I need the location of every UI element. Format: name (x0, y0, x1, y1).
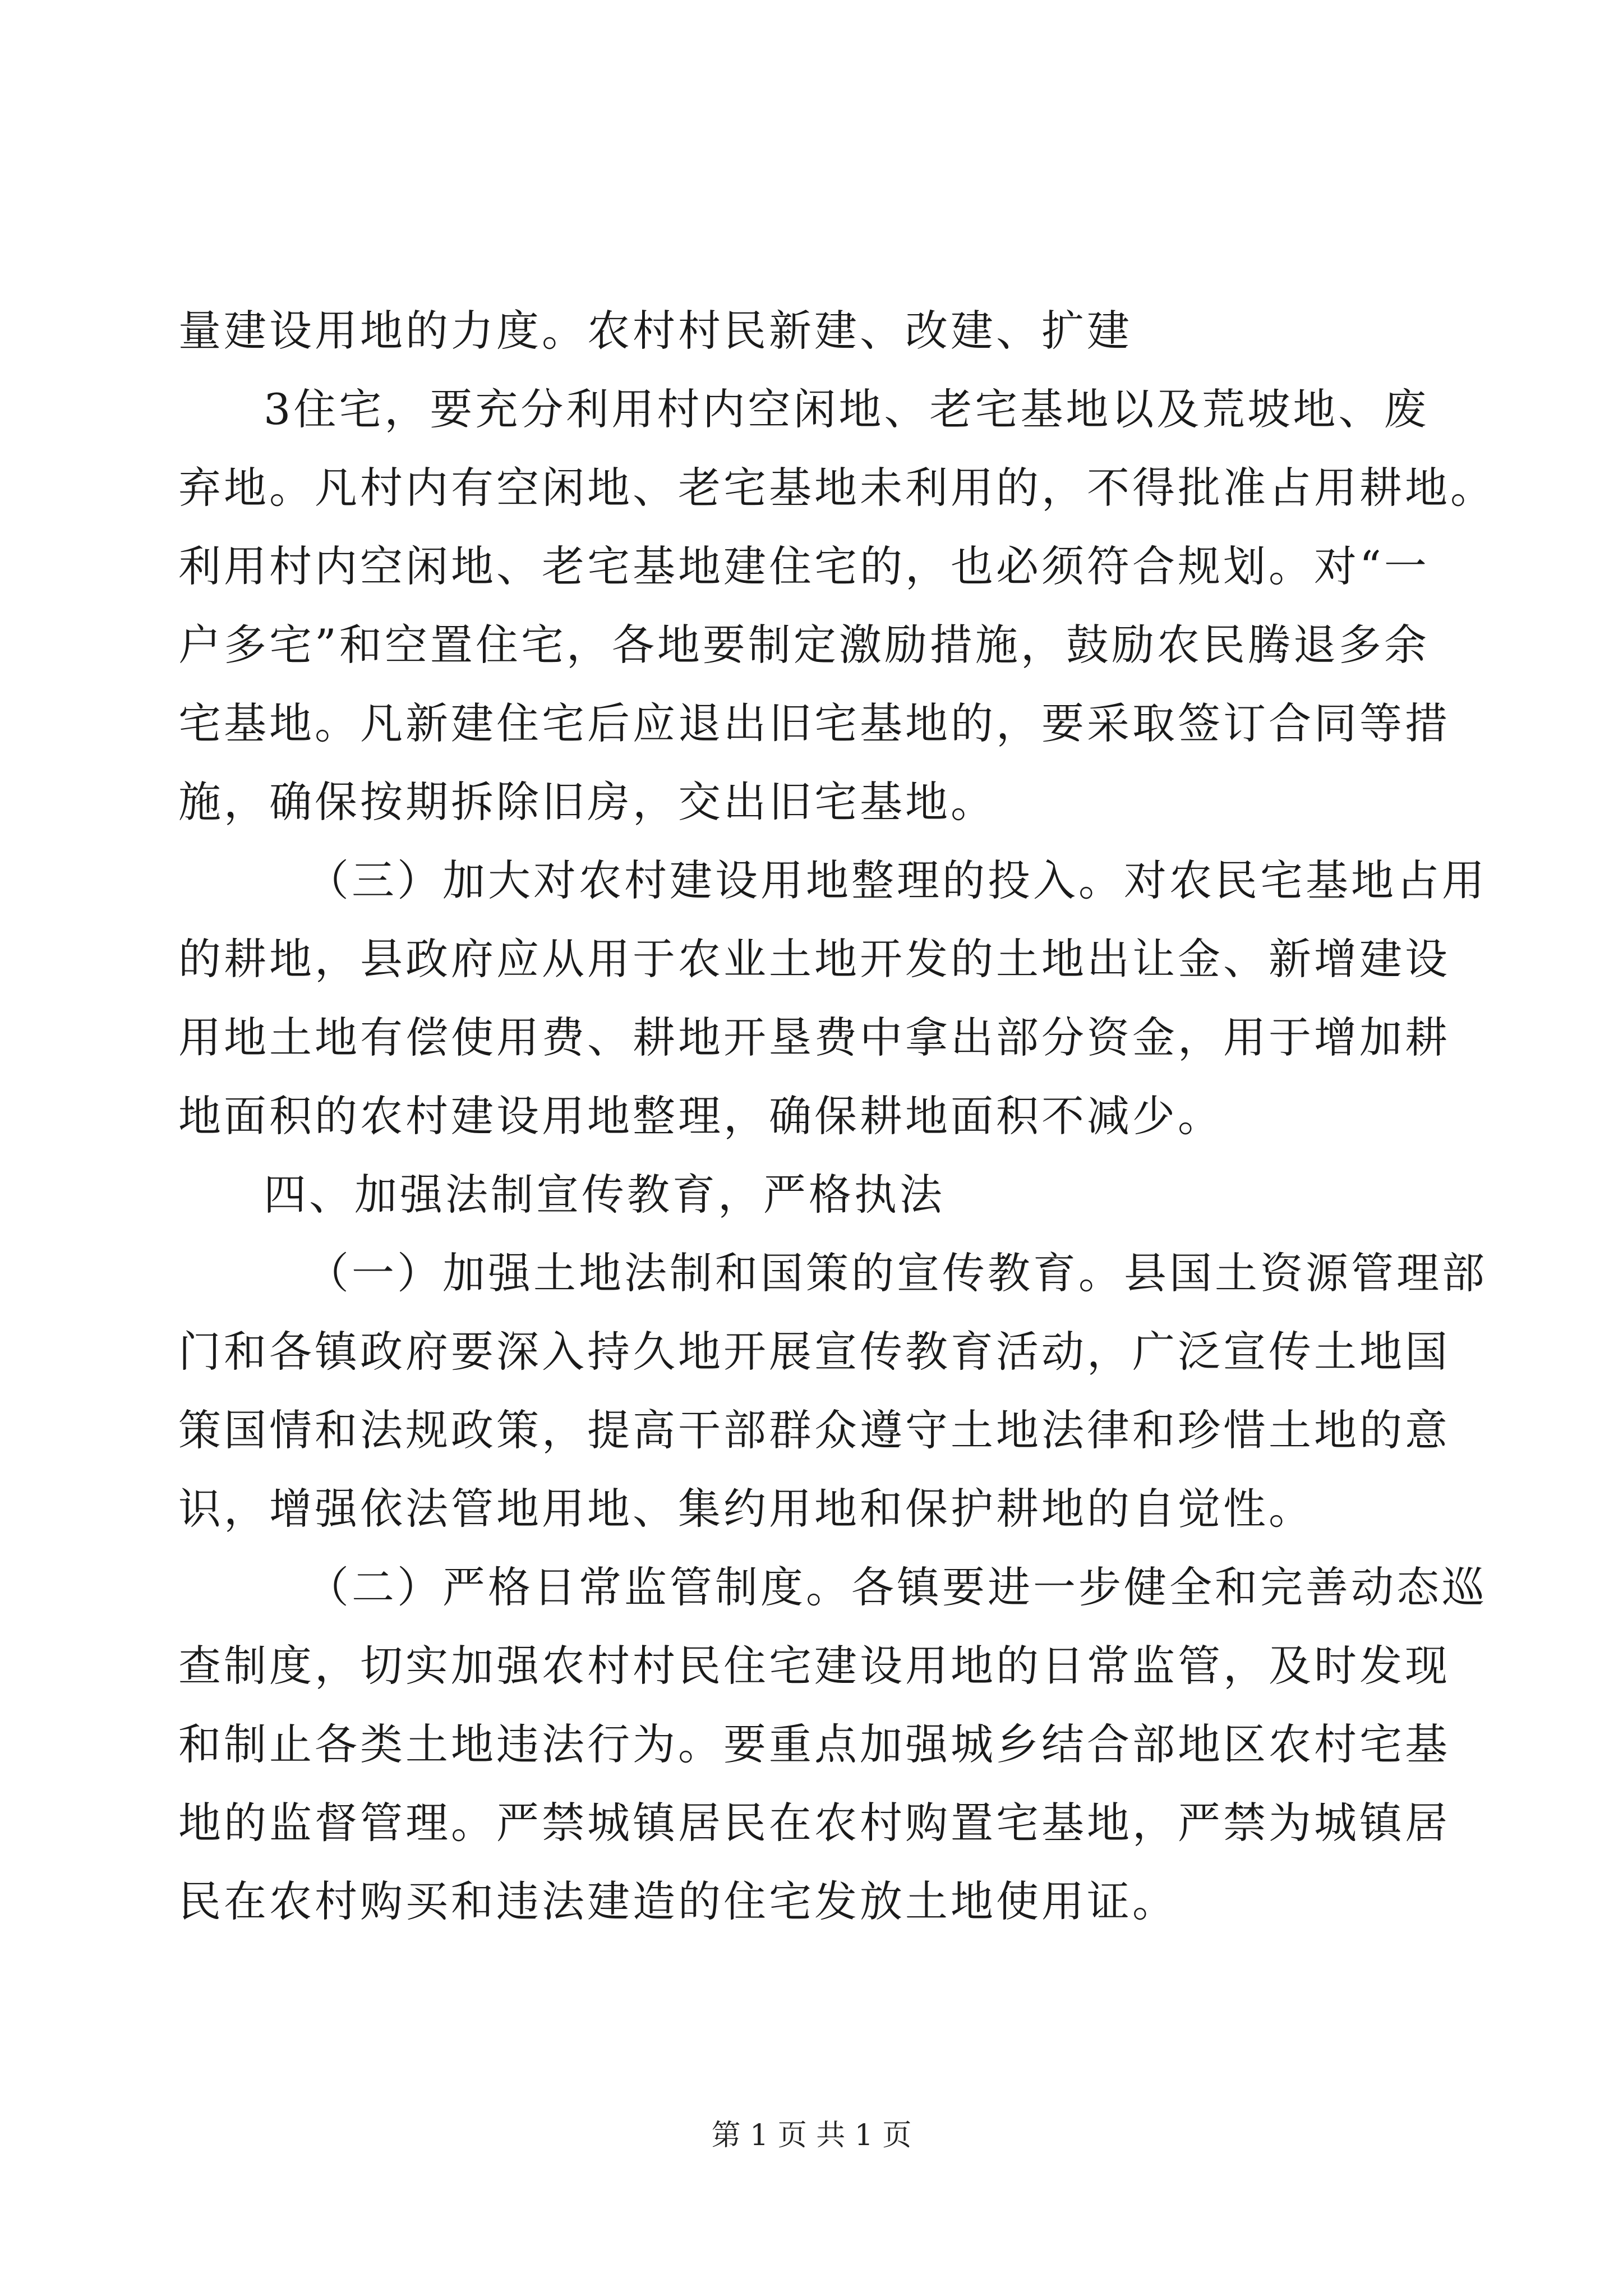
body-line: 地面积的农村建设用地整理，确保耕地面积不减少。 (178, 1091, 1223, 1141)
document-body (178, 292, 1496, 1941)
page-number-footer: 第 1 页 共 1 页 (711, 2119, 912, 2152)
body-line: 户多宅”和空置住宅，各地要制定激励措施，鼓励农民腾退多余 (178, 620, 1430, 670)
body-line: 弃地。凡村内有空闲地、老宅基地未利用的，不得批准占用耕地。 (178, 463, 1496, 513)
body-line: 地的监督管理。严禁城镇居民在农村购置宅基地，严禁为城镇居 (178, 1798, 1450, 1848)
paragraph-line: （一）加强土地法制和国策的宣传教育。县国土资源管理部 (306, 1248, 1487, 1298)
paragraph-line: 3住宅，要充分利用村内空闲地、老宅基地以及荒坡地、废 (264, 384, 1430, 434)
body-line: 用地土地有偿使用费、耕地开垦费中拿出部分资金，用于增加耕 (178, 1013, 1450, 1062)
body-line: 门和各镇政府要深入持久地开展宣传教育活动，广泛宣传土地国 (178, 1327, 1450, 1377)
body-line: 识，增强依法管地用地、集约用地和保护耕地的自觉性。 (178, 1484, 1314, 1534)
body-line: 利用村内空闲地、老宅基地建住宅的，也必须符合规划。对“一 (178, 541, 1430, 591)
paragraph-line: （二）严格日常监管制度。各镇要进一步健全和完善动态巡 (306, 1562, 1487, 1612)
body-line: 策国情和法规政策，提高干部群众遵守土地法律和珍惜土地的意 (178, 1405, 1450, 1455)
body-line: 民在农村购买和违法建造的住宅发放土地使用证。 (178, 1876, 1178, 1926)
body-line: 宅基地。凡新建住宅后应退出旧宅基地的，要采取签订合同等措 (178, 698, 1450, 748)
body-line: 查制度，切实加强农村村民住宅建设用地的日常监管，及时发现 (178, 1641, 1450, 1691)
body-line: 的耕地，县政府应从用于农业土地开发的土地出让金、新增建设 (178, 934, 1450, 984)
paragraph-line: （三）加大对农村建设用地整理的投入。对农民宅基地占用 (306, 855, 1487, 905)
body-line: 施，确保按期拆除旧房，交出旧宅基地。 (178, 777, 996, 827)
body-line: 和制止各类土地违法行为。要重点加强城乡结合部地区农村宅基 (178, 1719, 1450, 1769)
body-line: 量建设用地的力度。农村村民新建、改建、扩建 (178, 306, 1132, 356)
section-heading: 四、加强法制宣传教育，严格执法 (264, 1170, 945, 1220)
